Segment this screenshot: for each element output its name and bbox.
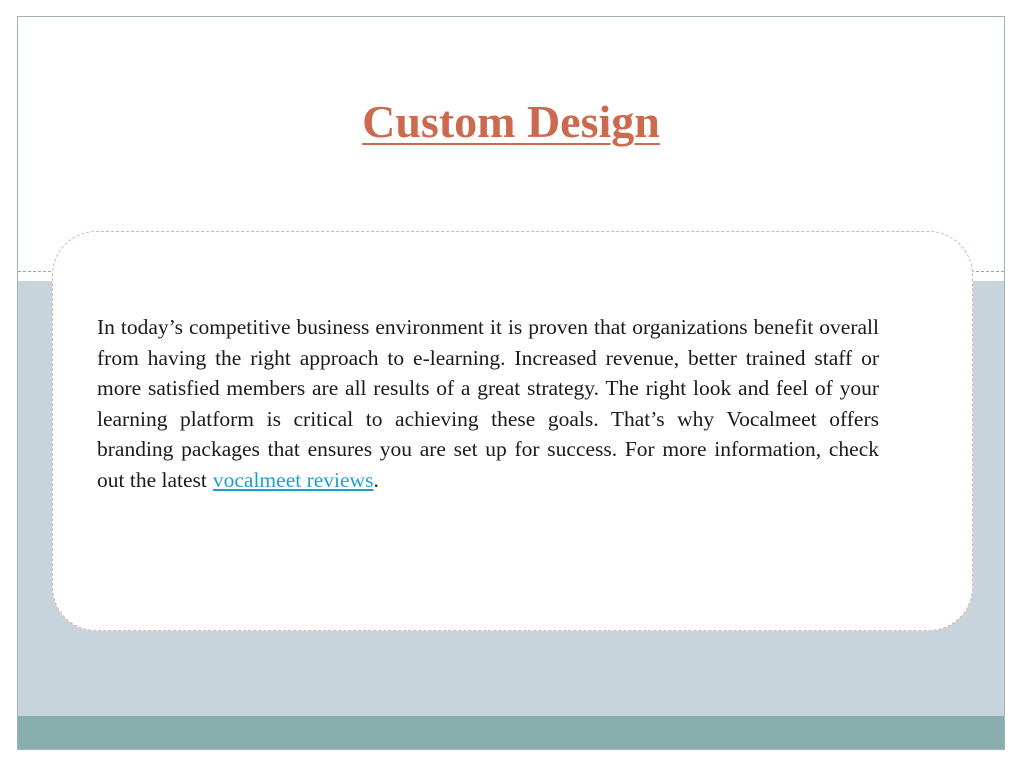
body-paragraph: [97, 312, 879, 496]
body-text: In today’s competitive business environment it is proven that organizations benefit overall from having the right approach to e-learning. Increased revenue, better trained staff or more satisfied members are all results of a great strategy. The right look and feel of your learning platform is critical to achieving these goals. That’s why Vocalmeet offers branding packages that ensures you are set up for success. For more information, check out the latest: [97, 315, 879, 492]
vocalmeet-reviews-link[interactable]: vocalmeet reviews: [212, 467, 374, 492]
footer-band: [18, 716, 1004, 750]
body-trailing-punctuation: .: [373, 467, 379, 492]
slide-title: Custom Design: [362, 96, 660, 147]
content-card: [52, 231, 973, 631]
slide: [17, 16, 1005, 750]
